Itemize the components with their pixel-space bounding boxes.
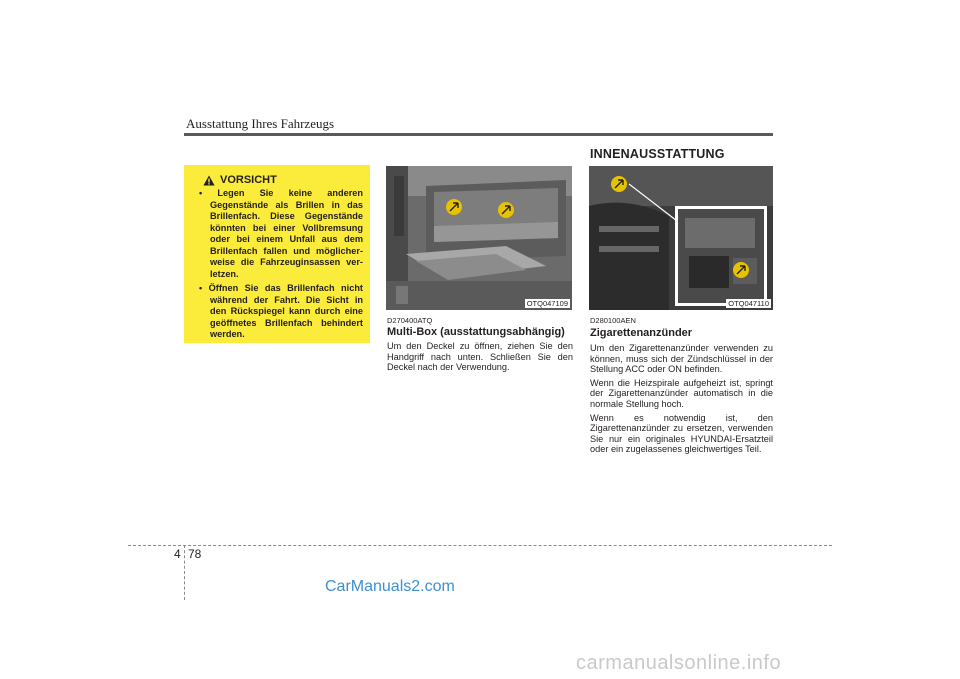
header-rule: [184, 133, 773, 136]
chapter-number: 4: [174, 547, 181, 561]
watermark-text: carmanualsonline.info: [576, 652, 782, 674]
image-label: OTQ047110: [728, 299, 769, 308]
watermark-link[interactable]: CarManuals2.com: [325, 578, 455, 595]
multibox-heading: Multi-Box (ausstattungsabhängig): [387, 326, 565, 338]
caution-item: • Legen Sie keine anderen Gegenstände als Brillen in das Brillenfach. Diese Gegenstände könnten bei einer Vollbremsung oder bei einem Unfall aus dem Brillenfach fallen und möglicher-weise die Fahrzeuginsassen ver-letzen.: [199, 188, 363, 279]
multibox-text: Um den Deckel zu öffnen, ziehen Sie den Handgriff nach unten. Schließen Sie den Deckel nach der Verwendung.: [387, 341, 573, 373]
image-label: OTQ047109: [526, 299, 568, 308]
caution-title: VORSICHT: [220, 174, 277, 186]
page-number: 78: [188, 547, 202, 561]
lighter-paragraph: Wenn die Heizspirale aufgeheizt ist, springt der Zigarettenanzünder automatisch in die normale Stellung hoch.: [590, 377, 773, 409]
lighter-paragraph: Um den Zigarettenanzünder verwenden zu können, muss sich der Zündschlüssel in der Stellung ACC oder ON befinden.: [590, 343, 773, 375]
warning-triangle-icon: [203, 175, 215, 186]
arrow-icon: [498, 202, 514, 218]
section-code: D280100AEN: [590, 316, 636, 325]
multibox-photo: [386, 166, 572, 310]
arrow-icon: [733, 262, 749, 278]
arrow-icon: [611, 176, 627, 192]
page-header-title: Ausstattung Ihres Fahrzeugs: [186, 116, 335, 131]
arrow-icon: [446, 199, 462, 215]
lighter-heading: Zigarettenanzünder: [590, 327, 693, 339]
caution-box: [184, 165, 370, 343]
section-title: INNENAUSSTATTUNG: [590, 147, 725, 161]
lighter-paragraph: Wenn es notwendig ist, den Zigarettenanzünder zu ersetzen, verwenden Sie nur ein originales HYUNDAI-Ersatzteil oder ein zugelassenes gleichwertiges Teil.: [590, 412, 773, 455]
caution-list: [193, 188, 363, 341]
caution-header: [203, 174, 363, 186]
footer-divider: [184, 545, 185, 600]
lighter-illustration: [589, 166, 773, 310]
lighter-body: [590, 343, 773, 458]
caution-item: • Öffnen Sie das Brillenfach nicht während der Fahrt. Die Sicht in den Rückspiegel kann durch eine geöffnetes Brillenfach behindert werden.: [199, 283, 363, 339]
lighter-photo: [589, 166, 773, 310]
footer-rule: [128, 545, 832, 546]
multibox-illustration: [386, 166, 572, 310]
section-code: D270400ATQ: [387, 316, 433, 325]
